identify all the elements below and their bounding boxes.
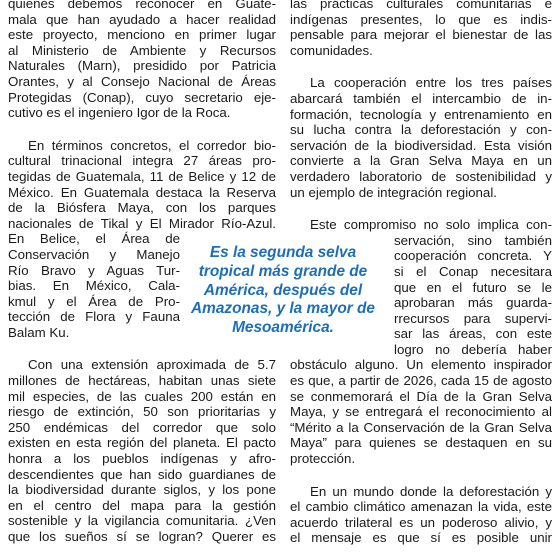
text-line: que en el futuro se le [394, 279, 552, 295]
text-line: La cooperación entre los tres países [310, 75, 552, 91]
text-line: kmul y el Área de Pro- [8, 293, 180, 309]
text-line: Naturales (Marn), presidido por Patricia [8, 58, 276, 74]
text-line: formación, tecnología y entrenamiento en [290, 106, 552, 122]
text-line: Balam Ku. [8, 324, 70, 340]
text-line: cooperación concreta. Y [394, 248, 552, 264]
text-line: al Ministerio de Ambiente y Recursos [8, 42, 276, 58]
text-line: existen en esta región del planeta. El pacto [8, 435, 276, 451]
text-line: “Mérito a la Conservación de la Gran Selva [290, 419, 552, 435]
text-line: Maya, y se entregará el reconocimiento al [290, 404, 552, 420]
text-line: honra a los pueblos indígenas y afro- [8, 451, 276, 467]
text-line: servación, sino también [394, 232, 552, 248]
text-line: Orantes, y al Consejo Nacional de Áreas [8, 73, 276, 89]
text-line: Este compromiso no solo implica con- [310, 217, 552, 233]
text-line: abarcará también el intercambio de in- [290, 90, 552, 106]
pull-quote: Es la segunda selva tropical más grande de América, después del Amazonas, y la mayor de Mesoamérica. [191, 244, 375, 337]
text-line: quienes debemos reconocer en Guate- [8, 0, 276, 11]
text-line: 250 endémicas del corredor que solo [8, 419, 276, 435]
text-line: Protegidas (Conap), cuyo secretario eje- [8, 89, 276, 105]
text-line: acuerdo trilateral es un poderoso alivio, y [290, 514, 552, 530]
text-line: Conservación y Manejo [8, 246, 180, 262]
paragraph-deforestation [290, 484, 552, 546]
paragraph-extension-species [8, 357, 276, 544]
text-line: logro no debería haber [394, 341, 552, 357]
text-line: en el centro del mapa para la gestión [8, 497, 276, 513]
text-line: cutivo es el ingeniero Igor de la Roca. [8, 105, 231, 121]
paragraph-acknowledgements [8, 0, 276, 121]
text-line: sar las áreas, con este [394, 326, 552, 342]
text-line: su lucha contra la deforestación y con- [290, 122, 552, 138]
text-line: el cambio climático amenazan la vida, este [290, 499, 552, 515]
text-line: verdadero laboratorio de sostenibilidad y [290, 168, 552, 184]
text-line: En Belice, el Área de [8, 231, 180, 247]
text-line: protección. [290, 451, 356, 467]
paragraph-corridor-areas [8, 138, 276, 232]
text-line: este proyecto, menciono en primer lugar [8, 27, 276, 43]
text-line: cultural trinacional integra 27 áreas pro- [8, 153, 276, 169]
text-line: se conmemorará el Día de la Gran Selva [290, 388, 552, 404]
text-line: descendientes que han sido guardianes de [8, 466, 276, 482]
text-line: aprobaran más guarda- [394, 295, 552, 311]
text-line: indígenas presentes, lo que es indis- [290, 11, 552, 27]
text-line: mil especies, de las cuales 200 están en [8, 388, 276, 404]
text-line: un ejemplo de integración regional. [290, 184, 497, 200]
text-line: En términos concretos, el corredor bio- [28, 137, 276, 153]
text-line: que los sueños sí se logran? Querer es [8, 529, 276, 544]
text-line: pensable para mejorar el bienestar de las [290, 27, 552, 43]
paragraph-cooperation [290, 75, 552, 200]
text-line: En un mundo donde la deforestación y [310, 483, 552, 499]
text-line: la biodiversidad durante siglos, y los pone [8, 482, 276, 498]
text-line: el mensaje es que sí es posible unir [290, 530, 552, 546]
text-line: mala que han ayudado a hacer realidad [8, 11, 276, 27]
paragraph-communities [290, 0, 552, 58]
text-line: tección de Flora y Fauna [8, 309, 180, 325]
text-line: Río Bravo y Aguas Tur- [8, 262, 180, 278]
text-line: las prácticas culturales comunitarias e [290, 0, 552, 11]
text-line: de la Biósfera Maya, con los parques [8, 200, 276, 216]
text-line: nacionales de Tikal y El Mirador Río-Azul. [8, 215, 276, 231]
text-line: bias. En México, Cala- [8, 278, 180, 294]
text-line: convierte a la Gran Selva Maya en un [290, 153, 552, 169]
text-line: millones de hectáreas, habitan unas siete [8, 373, 276, 389]
text-line: servación de la biodiversidad. Esta visión [290, 137, 552, 153]
text-line: comunidades. [290, 42, 373, 58]
text-line: es que, a partir de 2026, cada 15 de agosto [290, 373, 552, 389]
text-line: Maya” para quienes se destaquen en su [290, 435, 552, 451]
text-line: México. En Guatemala destaca la Reserva [8, 184, 276, 200]
text-line: sostenible y la vigilancia comunitaria. ¿Ven [8, 513, 276, 529]
text-line: Con una extensión aproximada de 5.7 [28, 357, 276, 373]
text-line: rrecursos para supervi- [394, 310, 552, 326]
text-line: tegidas de Guatemala, 11 de Belice y 12 de [8, 168, 276, 184]
text-line: si el Conap necesitara [394, 263, 552, 279]
text-line: riesgo de extinción, 50 son prioritarias y [8, 404, 276, 420]
paragraph-corridor-areas-continued [8, 231, 180, 340]
text-line: obstáculo alguno. Un elemento inspirador [290, 357, 552, 373]
